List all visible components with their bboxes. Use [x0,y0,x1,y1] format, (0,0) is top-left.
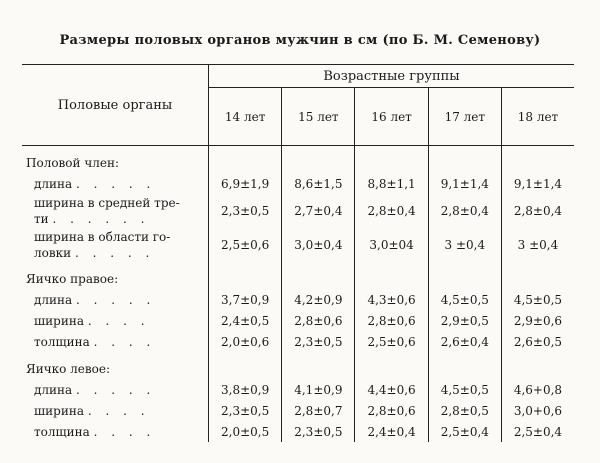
row-label: длина . . . . . [22,379,209,400]
organ-size-table [22,64,574,442]
table-cell: 2,8±0,6 [355,310,428,331]
age-header-15: 15 лет [282,88,355,146]
table-row [22,421,574,442]
table-cell: 2,5±0,4 [428,421,501,442]
table-cell: 4,5±0,5 [428,379,501,400]
section-row [22,262,574,289]
age-header-17: 17 лет [428,88,501,146]
table-cell: 6,9±1,9 [209,173,282,194]
table-cell: 3,7±0,9 [209,289,282,310]
table-cell: 2,8±0,4 [355,194,428,228]
table-cell: 3,0±04 [355,228,428,262]
table-title: Размеры половых органов мужчин в см (по Б. М. Семенову) [59,33,541,48]
row-label: ширина . . . . [22,310,209,331]
table-cell: 2,6±0,5 [513,334,563,349]
table-cell: 3 ±0,4 [517,238,559,252]
table-cell: 9,1±1,4 [513,176,563,191]
table-cell: 2,5±0,6 [209,228,282,262]
table-row [22,194,574,228]
row-label: длина . . . . . [22,173,209,194]
row-label: толщина . . . . [22,331,209,352]
table-cell: 2,8±0,6 [282,310,355,331]
table-cell: 2,6±0,4 [428,331,501,352]
row-label: ширина в средней тре- ти . . . . . . [22,194,209,228]
table-row [22,310,574,331]
table-cell: 2,8±0,5 [428,400,501,421]
table-cell: 2,9±0,5 [428,310,501,331]
table-cell: 2,5±0,4 [513,424,563,439]
table-cell: 4,3±0,6 [355,289,428,310]
age-header-18: 18 лет [501,88,574,146]
table-row [22,173,574,194]
table-cell: 2,9±0,6 [513,313,563,328]
table-cell: 3,0±0,4 [282,228,355,262]
section-row [22,146,574,174]
section-title: Яичко левое: [22,352,209,379]
row-label: ширина . . . . [22,400,209,421]
table-cell: 2,8±0,4 [428,194,501,228]
table-cell: 2,8±0,4 [513,204,563,218]
table-cell: 2,0±0,5 [209,421,282,442]
table-cell: 2,8±0,7 [282,400,355,421]
table-cell: 2,4±0,5 [209,310,282,331]
table-row [22,228,574,262]
table-cell: 8,8±1,1 [355,173,428,194]
table-cell: 4,5±0,5 [428,289,501,310]
organs-header: Половые органы [22,65,209,146]
row-label: толщина . . . . [22,421,209,442]
table-cell: 4,4±0,6 [355,379,428,400]
age-header-14: 14 лет [209,88,282,146]
age-header-16: 16 лет [355,88,428,146]
table-cell: 8,6±1,5 [282,173,355,194]
table-cell: 4,2±0,9 [282,289,355,310]
table-cell: 3 ±0,4 [428,228,501,262]
table-cell: 3,8±0,9 [209,379,282,400]
table-cell: 2,4±0,4 [355,421,428,442]
table-cell: 2,3±0,5 [282,421,355,442]
table-row [22,400,574,421]
section-title: Половой член: [22,146,209,174]
table-cell: 4,6+0,8 [513,382,563,397]
table-row [22,289,574,310]
section-title: Яичко правое: [22,262,209,289]
table-cell: 2,3±0,5 [209,194,282,228]
table-cell: 2,7±0,4 [282,194,355,228]
row-label: длина . . . . . [22,289,209,310]
table-cell: 2,8±0,6 [355,400,428,421]
table-cell: 9,1±1,4 [428,173,501,194]
age-groups-header: Возрастные группы [209,65,575,88]
table-cell: 3,0+0,6 [513,403,563,418]
table-cell: 2,0±0,6 [209,331,282,352]
table-cell: 2,3±0,5 [209,400,282,421]
row-label: ширина в области го- ловки . . . . . [22,228,209,262]
table-cell: 4,1±0,9 [282,379,355,400]
table-cell: 4,5±0,5 [513,292,563,307]
table-row [22,331,574,352]
table-cell: 2,5±0,6 [355,331,428,352]
table-cell: 2,3±0,5 [282,331,355,352]
section-row [22,352,574,379]
table-row [22,379,574,400]
